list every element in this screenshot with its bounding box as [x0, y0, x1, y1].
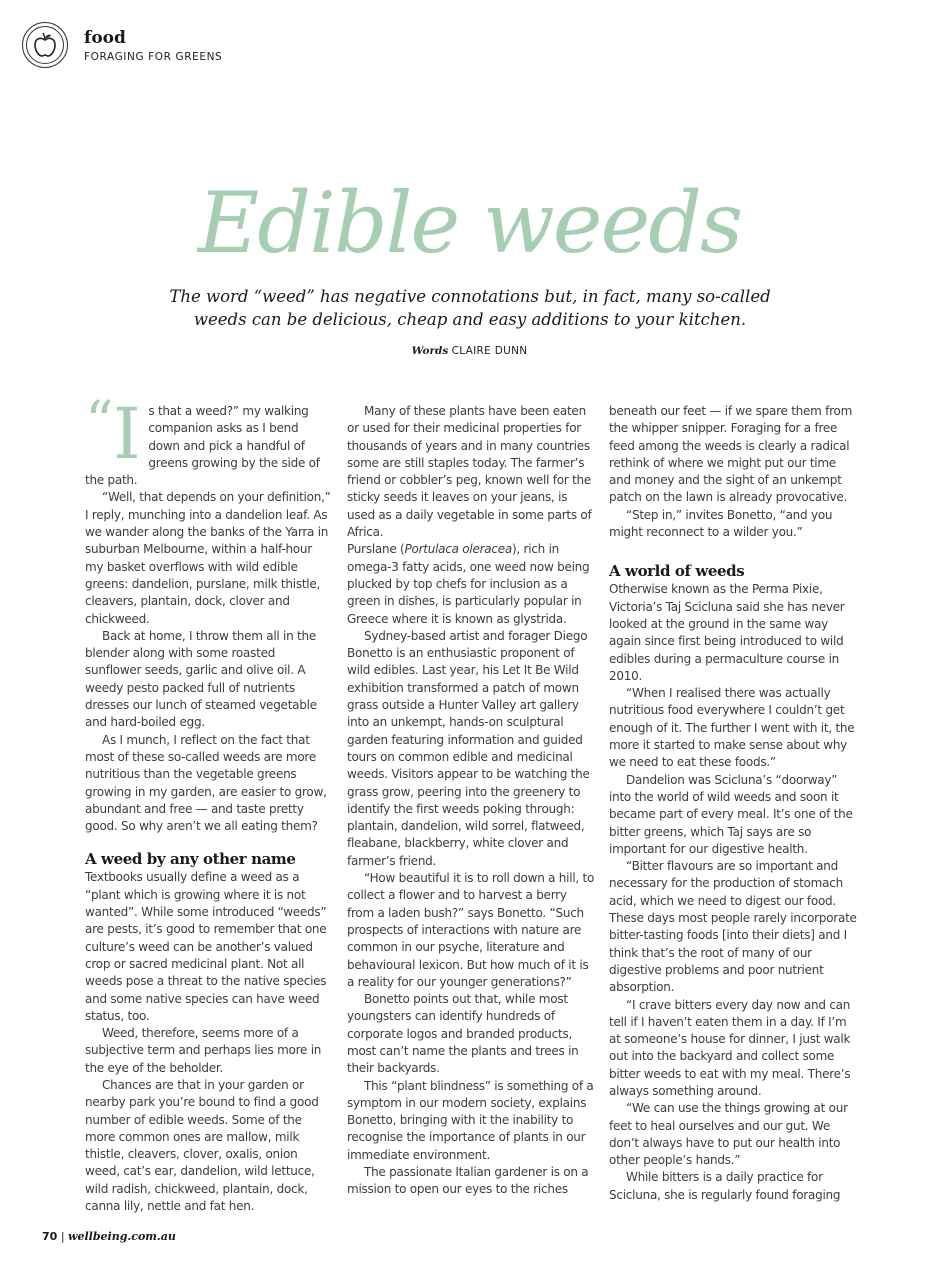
paragraph: “Well, that depends on your definition,” I reply, munching into a dandelion leaf. As we wander along the banks of the Yarra in suburban Melbourne, within a half-hour my basket overflows with wild edible greens: dandelion, purslane, milk thistle, cleavers, plantain, dock, clover and chickweed.: [85, 490, 331, 626]
paragraph: Textbooks usually define a weed as a “plant which is growing where it is not wanted”. While some introduced “weeds” are pests, it’s good to remember that one culture’s weed can be another’s valued crop or sacred medicinal plant. Not all weeds pose a threat to the native species and some native species can have weed status, too.: [85, 870, 327, 1023]
apple-icon: [33, 32, 57, 58]
paragraph: This “plant blindness” is something of a symptom in our modern society, explains Bonetto, bringing with it the inability to recognise the importance of plants in our immediate environment.: [347, 1078, 594, 1162]
section-name: food: [84, 28, 126, 48]
paragraph: “Step in,” invites Bonetto, “and you might reconnect to a wilder you.”: [609, 507, 833, 540]
paragraph: “We can use the things growing at our feet to heal ourselves and our gut. We don’t always have to put our health into other people’s hands.”: [609, 1101, 848, 1168]
page-header: [22, 22, 222, 68]
botanical-name: Portulaca oleracea: [404, 542, 512, 557]
section-subtitle: FORAGING FOR GREENS: [84, 51, 223, 63]
paragraph: While bitters is a daily practice for Scicluna, she is regularly found foraging: [609, 1170, 841, 1202]
paragraph: Purslane (Portulaca oleracea), rich in omega-3 fatty acids, one weed now being plucked by top chefs for inclusion as a green in dishes, is particularly popular in Greece where it is known as glystrida.: [347, 542, 590, 626]
article-column-3: [609, 403, 857, 1204]
article-column-2: [347, 403, 595, 1199]
section-logo: [22, 22, 68, 68]
standfirst: The word “weed” has negative connotations but, in fact, many so-called weeds can be delicious, cheap and easy additions to your kitchen.: [169, 287, 771, 329]
paragraph: Otherwise known as the Perma Pixie, Victoria’s Taj Scicluna said she has never looked at the ground in the same way again since first being introduced to wild edibles during a permaculture course in 2010.: [609, 582, 845, 683]
subheading: A weed by any other name: [85, 850, 296, 869]
drop-cap: I: [113, 393, 141, 475]
paragraph: Bonetto points out that, while most youngsters can identify hundreds of corporate logos and branded products, most can’t name the plants and trees in their backyards.: [347, 992, 579, 1076]
site-url: wellbeing.com.au: [68, 1230, 176, 1243]
byline: [0, 345, 939, 357]
paragraph: “Bitter flavours are so important and necessary for the production of stomach acid, which we need to digest our food. These days most people rarely incorporate bitter-tasting foods [into their diets] and I think that’s the root of many of our digestive problems and poor nutrient absorption.: [609, 859, 857, 995]
paragraph: Back at home, I throw them all in the blender along with some roasted sunflower seeds, garlic and olive oil. A weedy pesto packed full of nutrients dresses our lunch of steamed vegetable and hard-boiled egg.: [85, 628, 317, 730]
footer-separator: |: [60, 1230, 65, 1243]
paragraph: “I crave bitters every day now and can tell if I haven’t eaten them in a day. If I’m at someone’s house for dinner, I just walk out into the backyard and collect some bitter weeds to eat with my meal. There’s always something around.: [609, 997, 851, 1098]
paragraph: s that a weed?” my walking companion asks as I bend down and pick a handful of greens growing by the side of the path.: [85, 404, 320, 488]
paragraph: Many of these plants have been eaten or used for their medicinal properties for thousands of years and in many countries some are still staples today. The farmer’s friend or cobbler’s peg, known well for the sticky seeds it leaves on your jeans, is used as a daily vegetable in some parts of Africa.: [347, 404, 592, 540]
paragraph: “How beautiful it is to roll down a hill, to collect a flower and to harvest a berry from a laden bush?” says Bonetto. “Such prospects of interactions with nature are common in our psyche, literature and behavioural lexicon. But how much of it is a reality for our younger generations?”: [347, 871, 595, 989]
subheading: A world of weeds: [609, 562, 745, 581]
article-title: Edible weeds: [197, 174, 742, 272]
paragraph: Sydney-based artist and forager Diego Bonetto is an enthusiastic proponent of wild edibles. Last year, his Let It Be Wild exhibition transformed a patch of mown grass outside a Hunter Valley art gallery into an unkempt, hands-on sculptural garden featuring information and guided tours on common edible and medicinal weeds. Visitors appear to be watching the grass grow, peering into the greenery to identify the first weeds poking through: plantain, dandelion, wild sorrel, flatweed, fleabane, blackberry, white clover and farmer’s friend.: [347, 628, 590, 868]
article-column-1: [85, 390, 333, 1215]
page-number: 70: [42, 1230, 58, 1243]
paragraph: beneath our feet — if we spare them from the whipper snipper. Foraging for a free feed among the weeds is clearly a radical rethink of where we might put our time and money and the sight of an unkempt patch on the lawn is already provocative.: [609, 404, 853, 505]
paragraph: The passionate Italian gardener is on a mission to open our eyes to the riches: [347, 1165, 589, 1197]
paragraph: Chances are that in your garden or nearby park you’re bound to find a good number of edible weeds. Some of the more common ones are mallow, milk thistle, cleavers, clover, oxalis, onion weed, cat’s ear, dandelion, wild lettuce, wild radish, chickweed, plantain, dock, canna lily, nettle and fat hen.: [85, 1077, 319, 1214]
paragraph: Weed, therefore, seems more of a subjective term and perhaps lies more in the eye of the beholder.: [85, 1026, 322, 1075]
byline-author: CLAIRE DUNN: [451, 345, 528, 357]
page-footer: [42, 1230, 176, 1243]
paragraph: Dandelion was Scicluna’s “doorway” into the world of wild weeds and soon it became part of every meal. It’s one of the bitter greens, which Taj says are so important for our digestive health.: [609, 772, 853, 856]
byline-label: Words: [411, 345, 449, 357]
paragraph: “When I realised there was actually nutritious food everywhere I couldn’t get enough of it. The further I went with it, the more it started to make sense about why we need to eat these foods.”: [609, 686, 855, 770]
opening-quote-mark: “: [85, 390, 114, 455]
paragraph: As I munch, I reflect on the fact that most of these so-called weeds are more nutritious than the vegetable greens growing in my garden, are easier to grow, abundant and free — and taste pretty good. So why aren’t we all eating them?: [85, 732, 327, 834]
